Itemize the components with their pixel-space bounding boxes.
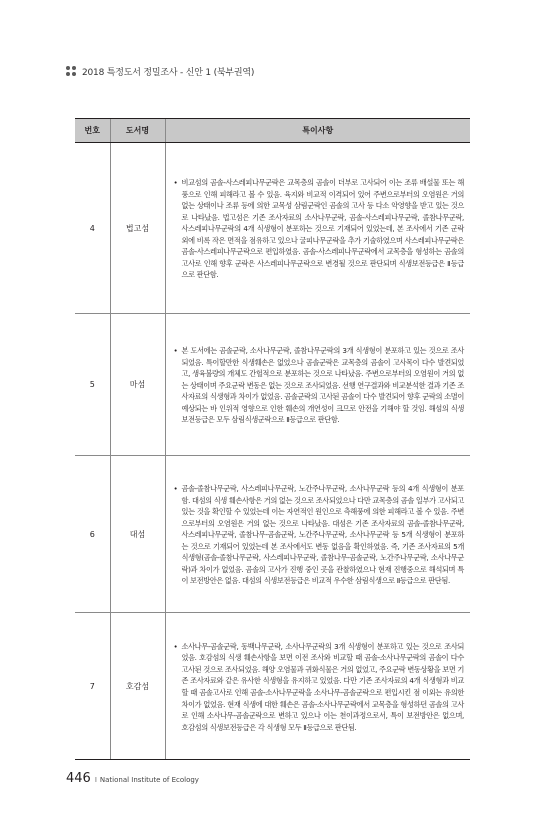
table-row — [75, 613, 470, 760]
page-footer — [66, 771, 199, 787]
row-number: 5 — [75, 314, 110, 456]
table-header-row — [75, 119, 470, 143]
bullet-icon: • — [173, 641, 178, 651]
island-name: 대섬 — [110, 456, 165, 613]
page-number: 446 — [66, 771, 91, 786]
header-title: 2018 특정도서 정밀조사 - 신안 1 (북부권역) — [82, 67, 255, 78]
note-text: 곰솔-졸참나무군락, 사스레피나무군락, 노간주나무군락, 소사나무군락 등의 4개 식생형이 분포함. 대섬의 식생 훼손사항은 거의 없는 것으로 조사되었으나 다만 교목층의 곰솔 일부가 고사되고 있는 것을 확인할 수 있었는데 이는 자연적인 원인으로 측해풍에 의한 피해라고 볼 수 있음. 주변으로부터의 오염원은 거의 없는 것으로 나타났음. 대섬은 기존 조사자료의 곰솔-졸참나무군락, 사스레피나무군락, 졸참나무-곰솔군락, 노간주나무군락, 소사나무군락 등 5개 식생형이 분포하는 것으로 기재되어 있었는데 본 조사에서도 변동 없음을 확인하였음. 즉, 기존 조사자료의 5개 식생형(곰솔-졸참나무군락, 사스레피나무군락, 졸참나무-곰솔군락, 노간주나무군락, 소사나무군락)과 차이가 없었음. 곰솔의 고사가 진행 중인 곳을 관찰하였으나 현재 진행중으로 해석되며 특이 보전방안은 없음. 대섬의 식생보전등급은 비교적 우수한 삼림식생으로 Ⅱ등급으로 판단됨. — [181, 484, 464, 586]
island-name: 마섬 — [110, 314, 165, 456]
table-row — [75, 143, 470, 314]
running-header — [66, 63, 486, 79]
table-row — [75, 456, 470, 613]
row-number: 4 — [75, 143, 110, 314]
note-cell — [165, 143, 470, 314]
footer-separator: I — [94, 776, 97, 784]
column-header-no: 번호 — [75, 119, 110, 143]
island-name: 법고섬 — [110, 143, 165, 314]
survey-notes-table — [75, 118, 470, 760]
column-header-name: 도서명 — [110, 119, 165, 143]
island-name: 호감섬 — [110, 613, 165, 760]
publisher-name: National Institute of Ecology — [99, 776, 199, 784]
note-cell — [165, 456, 470, 613]
bullet-icon: • — [173, 178, 178, 188]
note-text: 비교섬의 곰솔-사스레피나무군락은 교목층의 곰솔이 더부로 고사되어 이는 조류 배설물 또는 해풍으로 인해 피해라고 볼 수 있음. 육지와 비교적 이격되어 있어 주변으로부터의 오염원은 거의 없는 상태이나 조류 등에 의한 교목성 삼림군락인 곰솔의 고사 등 다소 악영향을 받고 있는 것으로 나타났음. 법고섬은 기존 조사자료의 소사나무군락, 곰솔-사스레피나무군락, 졸참나무군락, 사스레피나무군락의 4개 식생형이 분포하는 것으로 기재되어 있었는데, 본 조사에서 기존 군락 외에 비록 작은 면적을 점유하고 있으나 굴피나무군락을 추가 기술하였으며 사스레피나무군락은 곰솔-사스레피나무군락으로 편입하였음. 곰솔-사스레피나무군락에서 교목층을 형성하는 곰솔의 고사로 인해 향후 군락은 사스레피나무군락으로 변경될 것으로 판단되며 식생보전등급은 Ⅱ등급으로 판단함. — [181, 178, 464, 280]
header-dots-icon — [66, 66, 76, 76]
note-cell — [165, 314, 470, 456]
table-row — [75, 314, 470, 456]
row-number: 6 — [75, 456, 110, 613]
note-cell — [165, 613, 470, 760]
column-header-note: 특이사항 — [165, 119, 470, 143]
note-text: 소사나무-곰솔군락, 동백나무군락, 소사나무군락의 3개 식생형이 분포하고 있는 것으로 조사되었음. 호감섬의 식생 훼손사항을 보면 이전 조사와 비교할 때 곰솔-소사나무군락의 곰솔이 다수 고사된 것으로 조사되었음. 해양 오염물과 귀화식물은 거의 없었고, 주요군락 변동상황을 보면 기존 조사자료와 같은 유사한 식생형을 유지하고 있었음. 다만 기존 조사자료의 4개 식생형과 비교할 때 곰솔고사로 인해 곰솔-소사나무군락을 소사나무-곰솔군락으로 편입시킨 점 이외는 유의한 차이가 없었음. 현재 식생에 대한 훼손은 곰솔-소사나무군락에서 교목층을 형성하던 곰솔의 고사로 인해 소사나무-곰솔군락으로 변하고 있으나 이는 천이과정으로서, 특이 보전방안은 없으며, 호감섬의 식생보전등급은 각 식생형 모두 Ⅱ등급으로 판단됨. — [181, 641, 464, 732]
note-text: 본 도서에는 곰솔군락, 소사나무군락, 졸참나무군락의 3개 식생형이 분포하고 있는 것으로 조사되었음. 특이할만한 식생훼손은 없었으나 곰솔군락은 교목층의 곰솔이 고사목이 다수 발견되었고, 생육불량의 개체도 간헐적으로 분포하는 것으로 나타났음. 주변으로부터의 오염원이 거의 없는 상태이며 주요군락 변동은 없는 것으로 조사되었음. 선행 연구결과와 비교분석한 결과 기존 조사자료의 식생형과 차이가 없었음. 곰솔군락의 고사된 곰솔이 다수 발견되어 향후 군락의 소멸이 예상되는 바 인위적 영향으로 인한 훼손의 개연성이 크므로 안전을 기해야 할 것임. 해섬의 식생보전등급은 모두 삼림식생군락으로 Ⅱ등급으로 판단함. — [181, 346, 464, 425]
bullet-icon: • — [173, 346, 178, 356]
row-number: 7 — [75, 613, 110, 760]
bullet-icon: • — [173, 484, 178, 494]
